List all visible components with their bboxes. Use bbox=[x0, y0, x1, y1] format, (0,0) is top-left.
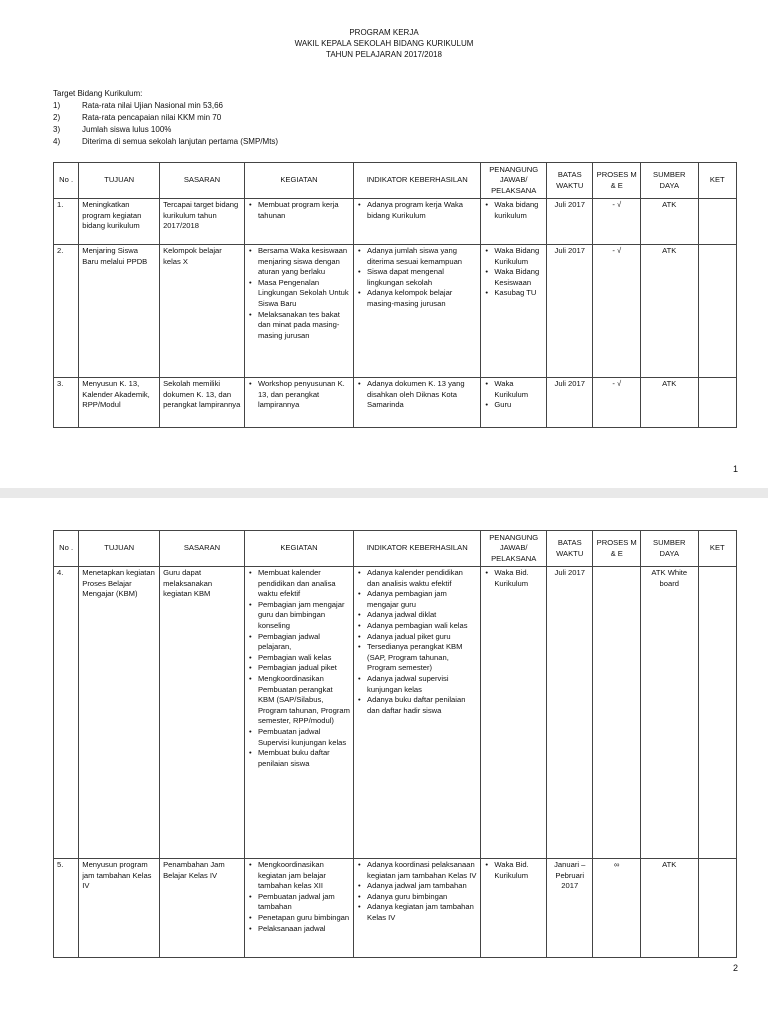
cell-no: 1. bbox=[54, 199, 79, 245]
target-item: 1) Rata-rata nilai Ujian Nasional min 53,66 bbox=[53, 101, 223, 110]
list-item: • Pelaksanaan jadwal bbox=[248, 924, 350, 935]
cell-sumber: ATK bbox=[640, 859, 698, 958]
header-proses: PROSES M & E bbox=[593, 531, 640, 567]
indikator-list bbox=[357, 860, 477, 924]
list-item: • Membuat program kerja tahunan bbox=[248, 200, 350, 221]
cell-indikator bbox=[354, 199, 481, 245]
header-tujuan: TUJUAN bbox=[79, 163, 160, 199]
list-item: • Adanya guru bimbingan bbox=[357, 892, 477, 903]
table-row bbox=[54, 378, 737, 428]
list-item: • Adanya kegiatan jam tambahan Kelas IV bbox=[357, 902, 477, 923]
list-item: • Waka Bidang Kesiswaan bbox=[484, 267, 543, 288]
header-ket: KET bbox=[698, 531, 736, 567]
penanggung-list bbox=[484, 860, 543, 881]
cell-proses: - √ bbox=[593, 245, 640, 378]
cell-batas: Juli 2017 bbox=[547, 378, 593, 428]
cell-ket bbox=[698, 859, 736, 958]
cell-penanggung bbox=[481, 378, 547, 428]
list-item: • Adanya jumlah siswa yang diterima sesuai kemampuan bbox=[357, 246, 477, 267]
cell-sasaran: Guru dapat melaksanakan kegiatan KBM bbox=[160, 567, 245, 859]
cell-indikator bbox=[354, 567, 481, 859]
cell-tujuan: Menjaring Siswa Baru melalui PPDB bbox=[79, 245, 160, 378]
header-penanggung-jawab: PENANGUNG JAWAB/ PELAKSANA bbox=[481, 163, 547, 199]
list-item: • Adanya koordinasi pelaksanaan kegiatan jam tambahan Kelas IV bbox=[357, 860, 477, 881]
header-indikator: INDIKATOR KEBERHASILAN bbox=[354, 531, 481, 567]
list-item: • Pembagian jadual piket bbox=[248, 663, 350, 674]
penanggung-list bbox=[484, 200, 543, 221]
list-item: • Tersedianya perangkat KBM (SAP, Program tahunan, Program semester) bbox=[357, 642, 477, 674]
table-row bbox=[54, 199, 737, 245]
cell-kegiatan bbox=[244, 245, 353, 378]
header-tujuan: TUJUAN bbox=[79, 531, 160, 567]
cell-indikator bbox=[354, 859, 481, 958]
cell-sumber: ATK bbox=[640, 378, 698, 428]
target-item: 4) Diterima di semua sekolah lanjutan pertama (SMP/Mts) bbox=[53, 137, 279, 146]
kegiatan-list bbox=[248, 200, 350, 221]
cell-sumber: ATK bbox=[640, 245, 698, 378]
kegiatan-list bbox=[248, 246, 350, 341]
list-item: • Pembagian jam mengajar guru dan bimbingan konseling bbox=[248, 600, 350, 632]
header-sumber-daya: SUMBER DAYA bbox=[640, 531, 698, 567]
cell-indikator bbox=[354, 245, 481, 378]
list-item: • Waka Kurikulum bbox=[484, 379, 543, 400]
cell-no: 3. bbox=[54, 378, 79, 428]
list-item: • Adanya dokumen K. 13 yang disahkan oleh Diknas Kota Samarinda bbox=[357, 379, 477, 411]
list-item: • Adanya buku daftar penilaian dan daftar hadir siswa bbox=[357, 695, 477, 716]
list-item: • Adanya pembagian jam mengajar guru bbox=[357, 589, 477, 610]
list-item: • Bersama Waka kesiswaan menjaring siswa dengan aturan yang berlaku bbox=[248, 246, 350, 278]
indikator-list bbox=[357, 568, 477, 716]
indikator-list bbox=[357, 246, 477, 310]
list-item: • Kasubag TU bbox=[484, 288, 543, 299]
penanggung-list bbox=[484, 246, 543, 299]
cell-kegiatan bbox=[244, 378, 353, 428]
table-row bbox=[54, 859, 737, 958]
list-item: • Pembuatan jadwal Supervisi kunjungan kelas bbox=[248, 727, 350, 748]
cell-sumber: ATK White board bbox=[640, 567, 698, 859]
cell-sasaran: Tercapai target bidang kurikulum tahun 2017/2018 bbox=[160, 199, 245, 245]
list-item: • Penetapan guru bimbingan bbox=[248, 913, 350, 924]
list-item: • Adanya jadwal jam tambahan bbox=[357, 881, 477, 892]
indikator-list bbox=[357, 379, 477, 411]
list-item: • Waka Bid. Kurikulum bbox=[484, 860, 543, 881]
cell-proses bbox=[593, 567, 640, 859]
header-sasaran: SASARAN bbox=[160, 163, 245, 199]
cell-sasaran: Kelompok belajar kelas X bbox=[160, 245, 245, 378]
list-item: • Membuat kalender pendidikan dan analisa waktu efektif bbox=[248, 568, 350, 600]
cell-no: 4. bbox=[54, 567, 79, 859]
cell-batas: Juli 2017 bbox=[547, 245, 593, 378]
list-item: • Melaksanakan tes bakat dan minat pada masing-masing jurusan bbox=[248, 310, 350, 342]
kegiatan-list bbox=[248, 860, 350, 934]
cell-sasaran: Sekolah memiliki dokumen K. 13, dan perangkat lampirannya bbox=[160, 378, 245, 428]
cell-ket bbox=[698, 567, 736, 859]
list-item: • Guru bbox=[484, 400, 543, 411]
cell-batas: Januari – Pebruari 2017 bbox=[547, 859, 593, 958]
cell-sumber: ATK bbox=[640, 199, 698, 245]
cell-sasaran: Penambahan Jam Belajar Kelas IV bbox=[160, 859, 245, 958]
program-table-page-2 bbox=[53, 530, 737, 958]
cell-no: 2. bbox=[54, 245, 79, 378]
program-table-page-1 bbox=[53, 162, 737, 428]
list-item: • Adanya jadwal supervisi kunjungan kelas bbox=[357, 674, 477, 695]
cell-penanggung bbox=[481, 859, 547, 958]
page-1 bbox=[0, 0, 768, 488]
list-item: • Siswa dapat mengenal lingkungan sekolah bbox=[357, 267, 477, 288]
header-sumber-daya: SUMBER DAYA bbox=[640, 163, 698, 199]
list-item: • Membuat buku daftar penilaian siswa bbox=[248, 748, 350, 769]
list-item: • Workshop penyusunan K. 13, dan perangkat lampirannya bbox=[248, 379, 350, 411]
cell-ket bbox=[698, 245, 736, 378]
table-header-row bbox=[54, 163, 737, 199]
list-item: • Adanya pembagian wali kelas bbox=[357, 621, 477, 632]
cell-proses: ∞ bbox=[593, 859, 640, 958]
page-number: 2 bbox=[732, 963, 738, 973]
cell-kegiatan bbox=[244, 567, 353, 859]
table-row bbox=[54, 245, 737, 378]
header-year: TAHUN PELAJARAN 2017/2018 bbox=[326, 50, 442, 59]
list-item: • Adanya program kerja Waka bidang Kurikulum bbox=[357, 200, 477, 221]
penanggung-list bbox=[484, 379, 543, 411]
list-item: • Pembuatan jadwal jam tambahan bbox=[248, 892, 350, 913]
header-no: No . bbox=[54, 163, 79, 199]
list-item: • Adanya kalender pendidikan dan analisis waktu efektif bbox=[357, 568, 477, 589]
cell-penanggung bbox=[481, 567, 547, 859]
header-kegiatan: KEGIATAN bbox=[244, 531, 353, 567]
cell-kegiatan bbox=[244, 859, 353, 958]
cell-kegiatan bbox=[244, 199, 353, 245]
target-title: Target Bidang Kurikulum: bbox=[53, 89, 143, 98]
target-item: 3) Jumlah siswa lulus 100% bbox=[53, 125, 172, 134]
list-item: • Adanya jadwal diklat bbox=[357, 610, 477, 621]
list-item: • Pembagian jadwal pelajaran, bbox=[248, 632, 350, 653]
list-item: • Adanya jadual piket guru bbox=[357, 632, 477, 643]
header-indikator: INDIKATOR KEBERHASILAN bbox=[354, 163, 481, 199]
list-item: • Mengkoordinasikan Pembuatan perangkat KBM (SAP/Silabus, Program tahunan, Program semester, RPP/modul) bbox=[248, 674, 350, 727]
target-list bbox=[53, 88, 278, 148]
cell-batas: Juli 2017 bbox=[547, 567, 593, 859]
list-item: • Adanya kelompok belajar masing-masing jurusan bbox=[357, 288, 477, 309]
header-batas-waktu: BATAS WAKTU bbox=[547, 163, 593, 199]
cell-tujuan: Meningkatkan program kegiatan bidang kurikulum bbox=[79, 199, 160, 245]
header-no: No . bbox=[54, 531, 79, 567]
penanggung-list bbox=[484, 568, 543, 589]
header-proses: PROSES M & E bbox=[593, 163, 640, 199]
list-item: • Waka Bid. Kurikulum bbox=[484, 568, 543, 589]
table-row bbox=[54, 567, 737, 859]
list-item: • Mengkoordinasikan kegiatan jam belajar tambahan kelas XII bbox=[248, 860, 350, 892]
target-item: 2) Rata-rata pencapaian nilai KKM min 70 bbox=[53, 113, 222, 122]
page-number: 1 bbox=[732, 464, 738, 474]
list-item: • Pembagian wali kelas bbox=[248, 653, 350, 664]
header-penanggung-jawab: PENANGUNG JAWAB/ PELAKSANA bbox=[481, 531, 547, 567]
cell-tujuan: Menyusun K. 13, Kalender Akademik, RPP/Modul bbox=[79, 378, 160, 428]
header-subtitle: WAKIL KEPALA SEKOLAH BIDANG KURIKULUM bbox=[294, 39, 474, 48]
table-header-row bbox=[54, 531, 737, 567]
header-kegiatan: KEGIATAN bbox=[244, 163, 353, 199]
cell-penanggung bbox=[481, 199, 547, 245]
cell-tujuan: Menyusun program jam tambahan Kelas IV bbox=[79, 859, 160, 958]
header-batas-waktu: BATAS WAKTU bbox=[547, 531, 593, 567]
cell-indikator bbox=[354, 378, 481, 428]
header-sasaran: SASARAN bbox=[160, 531, 245, 567]
header-ket: KET bbox=[698, 163, 736, 199]
cell-proses: - √ bbox=[593, 378, 640, 428]
list-item: • Waka Bidang Kurikulum bbox=[484, 246, 543, 267]
cell-ket bbox=[698, 199, 736, 245]
cell-proses: - √ bbox=[593, 199, 640, 245]
kegiatan-list bbox=[248, 379, 350, 411]
kegiatan-list bbox=[248, 568, 350, 769]
list-item: • Masa Pengenalan Lingkungan Sekolah Untuk Siswa Baru bbox=[248, 278, 350, 310]
cell-ket bbox=[698, 378, 736, 428]
cell-batas: Juli 2017 bbox=[547, 199, 593, 245]
cell-tujuan: Menetapkan kegiatan Proses Belajar Mengajar (KBM) bbox=[79, 567, 160, 859]
list-item: • Waka bidang kurikulum bbox=[484, 200, 543, 221]
indikator-list bbox=[357, 200, 477, 221]
cell-no: 5. bbox=[54, 859, 79, 958]
header-title: PROGRAM KERJA bbox=[349, 28, 419, 37]
cell-penanggung bbox=[481, 245, 547, 378]
document-header bbox=[0, 27, 768, 60]
